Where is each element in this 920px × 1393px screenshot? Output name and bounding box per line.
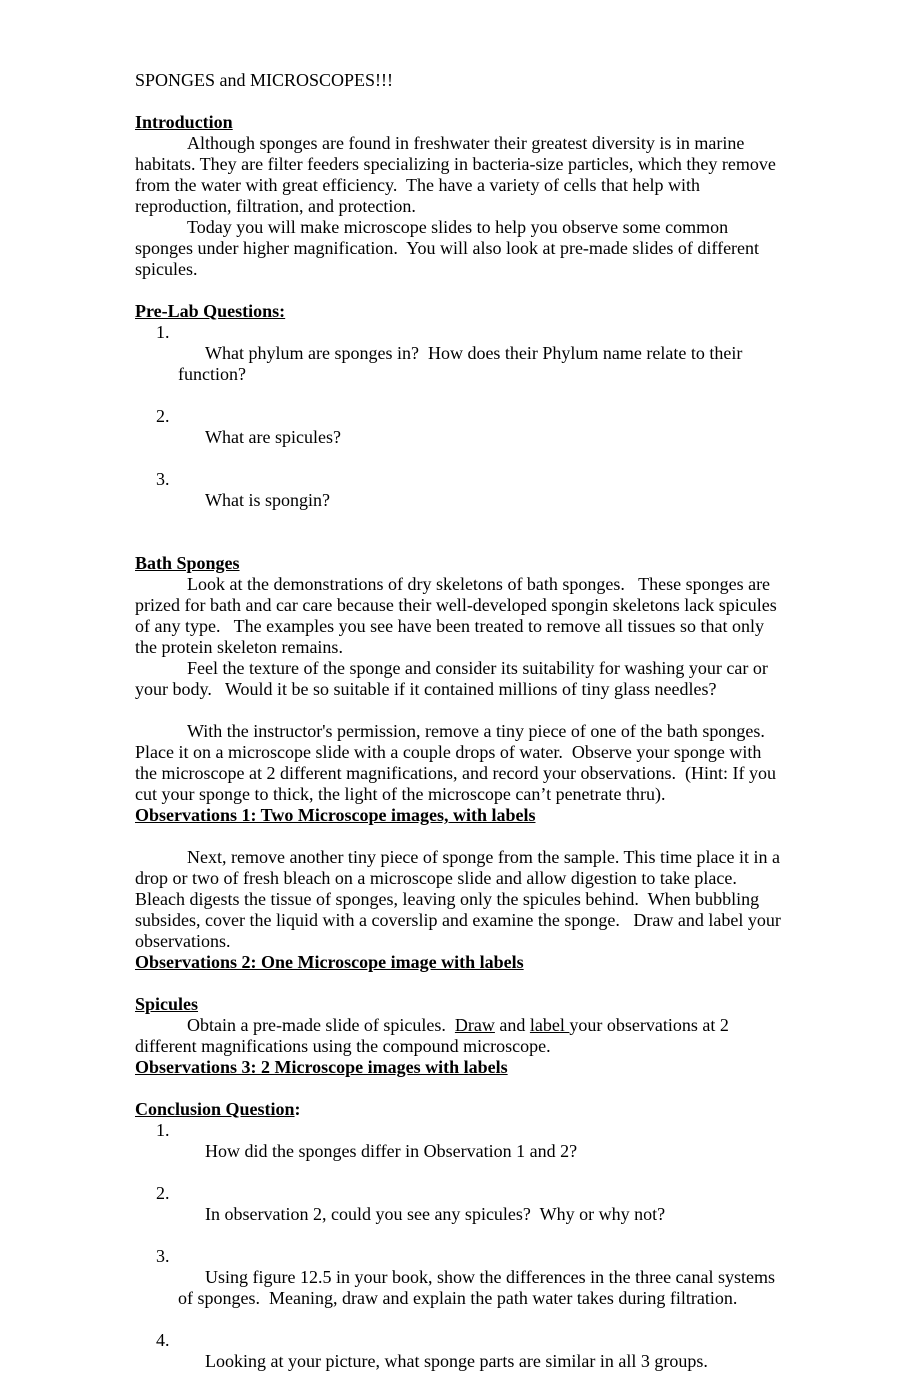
spicules-paragraph: Obtain a pre-made slide of spicules. Draw and label your observations at 2 different magnifications using the compound microscope. xyxy=(135,1015,734,1056)
conclusion-heading: Conclusion Question: xyxy=(135,1099,301,1119)
list-item xyxy=(135,1330,786,1393)
document-title: SPONGES and MICROSCOPES!!! xyxy=(135,70,394,90)
list-number: 1. xyxy=(156,1120,170,1140)
list-item xyxy=(135,469,786,532)
list-item xyxy=(135,322,786,406)
intro-paragraph-2: Today you will make microscope slides to help you observe some common sponges under higher magnification. You will also look at pre-made slides of different spicules. xyxy=(135,217,764,279)
list-number: 3. xyxy=(156,1246,170,1266)
list-number: 3. xyxy=(156,469,170,489)
list-number: 2. xyxy=(156,1183,170,1203)
list-item xyxy=(135,1183,786,1246)
prelab-questions-list xyxy=(135,322,786,532)
list-item xyxy=(135,406,786,469)
spicules-heading: Spicules xyxy=(135,994,199,1014)
list-number: 2. xyxy=(156,406,170,426)
list-item xyxy=(135,1120,786,1183)
list-item-text: What are spicules? xyxy=(205,427,341,447)
observations-2-heading: Observations 2: One Microscope image with labels xyxy=(135,952,524,972)
conclusion-questions-list xyxy=(135,1120,786,1393)
list-item xyxy=(135,1246,786,1330)
blank-line xyxy=(135,700,786,721)
list-item-text: What phylum are sponges in? How does their Phylum name relate to their function? xyxy=(178,343,747,384)
list-item-text: Using figure 12.5 in your book, show the differences in the three canal systems of sponges. Meaning, draw and explain the path water takes during filtration. xyxy=(178,1267,780,1308)
bath-paragraph-1: Look at the demonstrations of dry skeletons of bath sponges. These sponges are prized for bath and car care because their well-developed spongin skeletons lack spicules of any type. The examples you see have been treated to remove all tissues so that only the protein skeleton remains. xyxy=(135,574,782,657)
list-item-text: In observation 2, could you see any spicules? Why or why not? xyxy=(205,1204,666,1224)
list-number: 4. xyxy=(156,1330,170,1350)
list-number: 1. xyxy=(156,322,170,342)
prelab-heading: Pre-Lab Questions: xyxy=(135,301,286,321)
blank-line xyxy=(135,280,786,301)
list-item-text: What is spongin? xyxy=(205,490,330,510)
blank-line xyxy=(135,973,786,994)
list-item-text: How did the sponges differ in Observation 1 and 2? xyxy=(205,1141,578,1161)
intro-heading: Introduction xyxy=(135,112,233,132)
blank-line xyxy=(135,91,786,112)
bath-paragraph-2: Feel the texture of the sponge and consider its suitability for washing your car or your body. Would it be so suitable if it contained millions of tiny glass needles? xyxy=(135,658,773,699)
list-item-text: Looking at your picture, what sponge parts are similar in all 3 groups. xyxy=(205,1351,708,1371)
bath-sponges-heading: Bath Sponges xyxy=(135,553,240,573)
observations-3-heading: Observations 3: 2 Microscope images with labels xyxy=(135,1057,508,1077)
bath-paragraph-4: Next, remove another tiny piece of sponge from the sample. This time place it in a drop or two of fresh bleach on a microscope slide and allow digestion to take place. Bleach digests the tissue of sponges, leaving only the spicules behind. When bubbling subsides, cover the liquid with a coverslip and examine the sponge. Draw and label your observations. xyxy=(135,847,786,951)
observations-1-heading: Observations 1: Two Microscope images, with labels xyxy=(135,805,536,825)
bath-paragraph-3: With the instructor's permission, remove a tiny piece of one of the bath sponges. Place it on a microscope slide with a couple drops of water. Observe your sponge with the microscope at 2 different magnifications, and record your observations. (Hint: If you cut your sponge to thick, the light of the microscope can’t penetrate thru). xyxy=(135,721,781,804)
blank-line xyxy=(135,1078,786,1099)
blank-line xyxy=(135,826,786,847)
intro-paragraph-1: Although sponges are found in freshwater their greatest diversity is in marine habitats. They are filter feeders specializing in bacteria-size particles, which they remove from the water with great efficiency. The have a variety of cells that help with reproduction, filtration, and protection. xyxy=(135,133,781,216)
blank-line xyxy=(135,532,786,553)
